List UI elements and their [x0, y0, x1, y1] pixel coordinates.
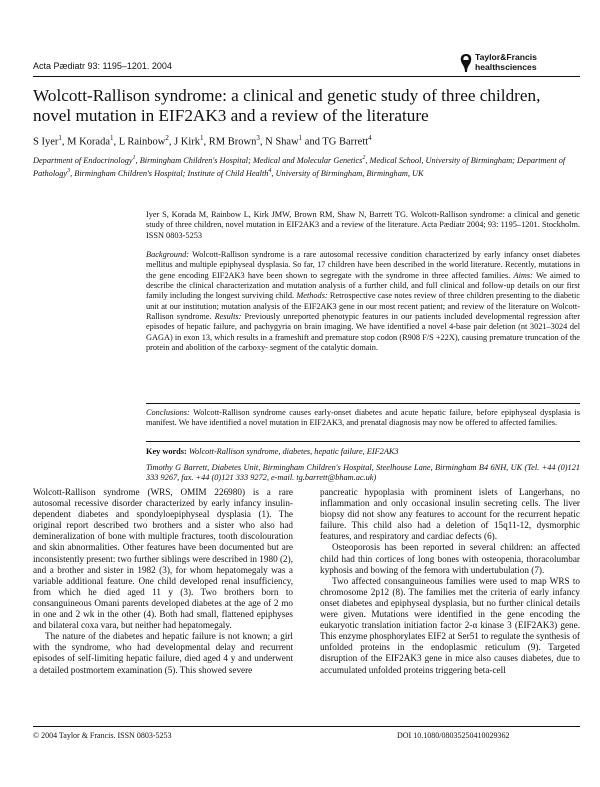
author-affiliation-number: 1: [298, 134, 303, 142]
author-affiliation-number: 1: [58, 134, 62, 142]
body-column-left: [33, 487, 293, 676]
author-name: N Shaw: [265, 136, 299, 148]
affiliation-text: Department of Endocrinology: [33, 155, 133, 165]
author-affiliation-number: 1: [200, 134, 204, 142]
keywords: [146, 447, 580, 457]
body-paragraph: Two affected consanguineous families were used to map WRS to chromosome 2p12 (8). The families met the criteria of early infancy onset diabetes and epiphyseal dysplasia, but no further clinical details were given. Mutations were identified in the gene encoding the eukaryotic translation initiation factor 2-α kinase 3 (EIF2AK3) gene. This enzyme phosphorylates EIF2 at Ser51 to regulate the synthesis of unfolded proteins in the endoplasmic reticulum (9). Targeted disruption of the EIF2AK3 gene in mice also causes diabetes, due to accumulated unfolded proteins triggering beta-cell: [320, 575, 580, 675]
abstract-conclusions: [146, 408, 580, 429]
author-affiliation-number: 3: [256, 134, 260, 142]
abstract-results: Previously unreported phenotypic features in our patients included developmental regression after episodes of hepatic failure, and pachygyria on brain imaging. We have identified a novel 4-base pair deletion (nt 3021–3024 del GAGA) in exon 13, which results in a frameshift and premature stop codon (R908 F/S +22X), causing premature truncation of the protein and abolition of the carboxy- segment of the catalytic domain.: [146, 312, 580, 353]
abstract-aims: We aimed to describe the clinical characterization and mutation analysis of a further child, and full clinical and follow-up details on our first family including the longest surviving child.: [146, 270, 580, 301]
abstract-methods: Retrospective case notes review of three children presenting to the diabetic unit at our institution; mutation analysis of the EIF2AK3 gene in our most recent patient; and review of the literature on Wolcott-Rallison syndrome.: [146, 291, 581, 322]
citation: Iyer S, Korada M, Rainbow L, Kirk JMW, Brown RM, Shaw N, Barrett TG. Wolcott-Rallison syndrome: a clinical and genetic study of three children, novel mutation in EIF2AK3 and a review of the literature. Acta Pædiatr 2004; 93: 1195–1201. Stockholm. ISSN 0803-5253: [146, 210, 580, 240]
body-paragraph: pancreatic hypoplasia with prominent islets of Langerhans, no inflammation and only occasional insulin secreting cells. The liver biopsy did not show any features to account for the recurrent hepatic failure. This child also had a deletion of 15q11-12, dysmorphic features, and respiratory and cardiac defects (6).: [320, 487, 580, 542]
abstract-background: Wolcott-Rallison syndrome is a rare autosomal recessive condition characterized by early infancy onset diabetes mellitus and multiple epiphyseal dysplasia. So far, 17 children have been described in the world literature. Recently, mutations in the gene encoding EIF2AK3 have been shown to segregate with the syndrome in three affected families.: [146, 250, 580, 280]
body-paragraph: The nature of the diabetes and hepatic failure is not known; a girl with the syndrome, who had developmental delay and recurrent episodes of self-limiting hepatic failure, died aged 4 y and underwent a detailed postmortem examination (5). This showed severe: [33, 631, 293, 675]
abstract-results-label: Results:: [214, 312, 242, 322]
keywords-label: Key words:: [146, 447, 187, 456]
abstract-methods-label: Methods:: [296, 291, 328, 301]
author-name: J Kirk: [174, 136, 201, 148]
affiliation-text: Birmingham Children's Hospital; Institute of Child Health: [74, 168, 269, 178]
correspondence: Timothy G Barrett, Diabetes Unit, Birmingham Children's Hospital, Steelhouse Lane, Birmingham B4 6NH, UK (Tel. +44 (0)121 333 9267, fax. +44 (0)121 333 9272, e-mail. tg.barrett@bham.ac.uk): [146, 463, 580, 483]
body-paragraph: Wolcott-Rallison syndrome (WRS, OMIM 226980) is a rare autosomal recessive disorder characterized by early infancy insulin-dependent diabetes and spondyloepiphyseal dysplasia (1). The original report described two brothers and a sister who also had demineralization of bone with multiple fractures, tooth discolouration and skin abnormalities. Other features have been documented but are inconsistently present: two further siblings were described in 1980 (2), and a brother and sister in 1982 (3), for whom hepatomegaly was a variable additional feature. One child developed renal insufficiency, from which he died aged 11 y (3). Two brothers born to consanguineous Omani parents developed diabetes at the age of 2 mo in one and 2 wk in the other (4). Both had small, flattened epiphyses and bilateral coxa vara, but neither had hepatomegaly.: [33, 487, 293, 631]
affiliation-number: 1: [132, 155, 136, 161]
author-name: TG Barrett: [322, 136, 369, 148]
keywords-text: Wolcott-Rallison syndrome, diabetes, hepatic failure, EIF2AK3: [188, 447, 399, 456]
affiliation-text: University of Birmingham, Birmingham, UK: [275, 168, 424, 178]
affiliation-number: 4: [268, 167, 272, 174]
footer-doi: DOI 10.1080/08035250410029362: [397, 731, 510, 740]
affiliation-number: 2: [362, 155, 366, 161]
author-affiliation-number: 4: [368, 134, 372, 142]
author-name: RM Brown: [208, 136, 257, 148]
affiliation-text: Medical School, University of Birmingham; Department of Pathology: [33, 155, 566, 178]
abstract-aims-label: Aims:: [513, 270, 533, 280]
affiliation-text: Birmingham Children's Hospital; Medical and Molecular Genetics: [139, 155, 363, 165]
author-affiliation-number: 2: [165, 134, 169, 142]
footer-rule: [33, 726, 580, 727]
abstract-conclusions-text: Wolcott-Rallison syndrome causes early-onset diabetes and acute hepatic failure, before epiphyseal dysplasia is manifest. We have identified a novel mutation in EIF2AK3, and prenatal diagnosis may now be offered to affected families.: [146, 408, 580, 428]
header-rule: [33, 76, 580, 77]
author-list: S Iyer$^1$, M Korada$^1$, L Rainbow$^2$, J Kirk$^1$, RM Brown$^3$, N Shaw$^1$ and TG Barrett$^4$: [33, 134, 372, 148]
publisher-logo-text: Taylor&Francis healthsciences: [475, 52, 537, 72]
article-title: Wolcott-Rallison syndrome: a clinical and genetic study of three children, novel mutation in EIF2AK3 and a review of the literature: [33, 86, 541, 125]
author-name: L Rainbow: [118, 136, 166, 148]
body-column-right: [320, 487, 580, 676]
publisher-logo-icon: [459, 53, 473, 73]
affiliation-number: 3: [67, 167, 71, 174]
body-paragraph: Osteoporosis has been reported in several children: an affected child had thin cortices of long bones with osteopenia, thoracolumbar kyphosis and bowing of the femora with undertubulation (7).: [320, 542, 580, 575]
affiliations: Department of Endocrinology$^1$, Birmingham Children's Hospital; Medical and Molecular Genetics$^2$, Medical School, University of Birmingham; Department of Pathology$^3$, Birmingham Children's Hospital; Institute of Child Health$^4$, University of Birmingham, Birmingham, UK: [33, 155, 566, 178]
author-name: S Iyer: [33, 136, 59, 148]
conclusions-rule-top: [146, 403, 580, 404]
conclusions-rule-bottom: [146, 441, 580, 442]
footer-copyright: © 2004 Taylor & Francis. ISSN 0803-5253: [33, 731, 172, 740]
abstract-conclusions-label: Conclusions:: [146, 408, 190, 417]
author-name: M Korada: [67, 136, 110, 148]
publisher-logo: [459, 52, 579, 76]
abstract: [146, 250, 580, 353]
abstract-background-label: Background:: [146, 250, 190, 259]
journal-reference: Acta Pædiatr 93: 1195–1201. 2004: [33, 61, 172, 71]
author-affiliation-number: 1: [110, 134, 114, 142]
